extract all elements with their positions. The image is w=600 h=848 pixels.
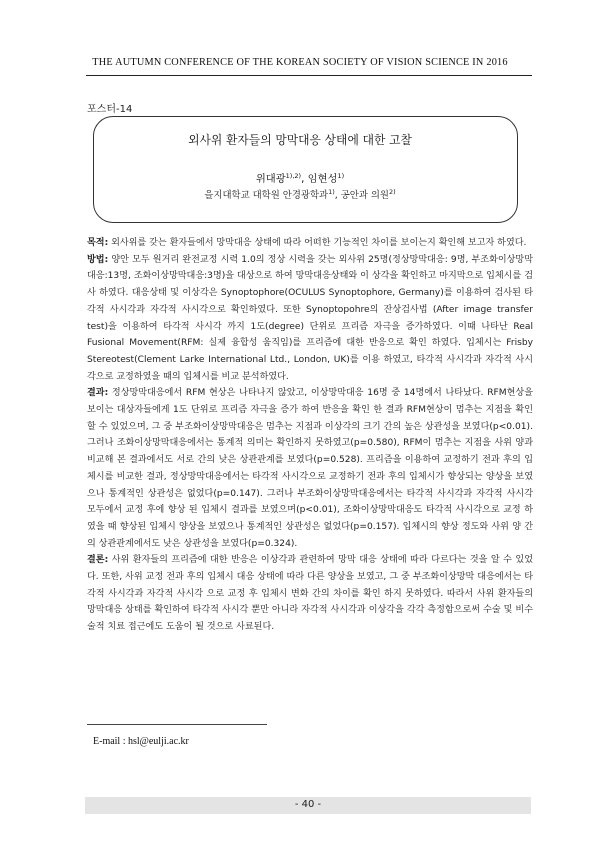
page-number: - 40 -: [294, 799, 322, 810]
abstract-body: [87, 235, 533, 636]
author-name: 위대광: [255, 173, 286, 185]
affiliation-mark: 1): [328, 188, 335, 196]
author-line: [0, 170, 600, 185]
conference-header: THE AUTUMN CONFERENCE OF THE KOREAN SOCIETY OF VISION SCIENCE IN 2016: [92, 57, 508, 68]
section-purpose: [87, 235, 533, 252]
section-text: 정상망막대응에서 RFM 현상은 나타나지 않았고, 이상망막대응 16명 중 14명에서 나타났다. RFM현상을 보이는 대상자들에게 1도 단위로 프리즘 자극을 증가 하여 반응을 확인 한 결과 RFM현상이 멈추는 지점을 확인 할 수 있었으며, 그 중 부조화이상망막대응은 멈추는 지점과 이상각의 크기 간의 높은 상관성을 보였다(p<0.01). 그러나 조화이상망막대응에서는 통계적 의미는 확인하지 못하였고(p=0.580), RFM이 멈추는 지점을 사위 양과 비교해 본 결과에서도 서로 간의 낮은 상관관계를 보였다(p=0.528). 프리즘을 이용하여 교정하기 전과 후의 입체시를 비교한 결과, 정상망막대응에서는 타각적 사시각으로 교정하기 전과 후의 입체시가 향상되는 양상을 보였으나 통계적인 상관성은 없었다(p=0.147). 그러나 부조화이상망막대응에서는 타각적 사시각과 자각적 사시각 모두에서 교정 후에 향상 된 입체시 결과를 보였으며(p<0.01), 조화이상망막대응도 타각적 사시각으로 교정 하였을 때 향상된 입체시 양상을 보였으나 통계적인 상관성은 없었다(p=0.157). 입체시의 향상 정도와 사위 양 간의 상관관계에서도 낮은 상관성을 보였다(p=0.324).: [87, 388, 533, 549]
author-name: 임현성: [307, 173, 338, 185]
author-separator: ,: [301, 173, 308, 185]
paper-title: 외사위 환자들의 망막대응 상태에 대한 고찰: [188, 133, 412, 147]
section-method: [87, 252, 533, 386]
section-label: 방법:: [87, 254, 109, 265]
author-affil-mark: 1),2): [285, 172, 302, 180]
affiliation-separator: ,: [334, 190, 341, 201]
section-label: 결과:: [87, 388, 109, 399]
affiliation-mark: 2): [388, 188, 396, 196]
header-rule: [86, 75, 532, 76]
section-text: 양안 모두 원거리 완전교정 시력 1.0의 정상 시력을 갖는 외사위 25명(정상망막대응: 9명, 부조화이상망막대응:13명, 조화이상망막대응:3명)을 대상으로 하여 망막대응상태와 이 상각을 확인하고 마지막으로 입체시를 검사 하였다. 대응상태 및 이상각은 Synoptophore(OCULUS Synoptophore, Germany)를 이용하여 검사된 타각적 사시각과 자각적 사시각으로 확인하였다. 또한 Synoptopohre의 잔상검사법 (After image transfer test)을 이용하여 타각적 사시각 까지 1도(degree) 단위로 프리즘 자극을 증가하였다. 이때 나타난 Real Fusional Movement(RFM: 실제 융합성 움직임)를 프리즘에 대한 반응으로 확인 하였다. 입체시는 Frisby Stereotest(Clement Larke International Ltd., London, UK)를 이용 하였고, 타각적 사시각과 자각적 사시각으로 교정하였을 때의 입체시를 비교 분석하였다.: [87, 254, 533, 382]
affiliation-name: 공안과 의원: [340, 190, 389, 201]
email-footnote: E-mail : hsl@eulji.ac.kr: [93, 736, 189, 747]
section-results: [87, 385, 533, 552]
poster-number: 포스터-14: [87, 104, 133, 115]
section-label: 결론:: [87, 555, 109, 566]
section-text: 사위 환자들의 프리즘에 대한 반응은 이상각과 관련하여 망막 대응 상태에 따라 다르다는 것을 알 수 있었다. 또한, 사위 교정 전과 후의 입체시 대응 상태에 따라 다른 양상을 보였고, 그 중 부조화이상망막 대응에서는 타각적 사시각과 자각적 사시각 으로 교정 후 입체시 변화 간의 차이를 확인 하지 못하였다. 따라서 사위 환자들의 망막대응 상태를 확인하여 타각적 사시각 뿐만 아니라 자각적 사시각과 이상각을 각각 측정함으로써 수술 및 비수술적 치료 접근에도 도움이 될 것으로 사료된다.: [87, 555, 533, 633]
affiliation-line: [0, 187, 600, 201]
author-affil-mark: 1): [337, 172, 345, 180]
section-conclusion: [87, 552, 533, 636]
footnote-rule: [87, 724, 267, 725]
section-text: 외사위를 갖는 환자들에서 망막대응 상태에 따라 어떠한 기능적인 차이를 보이는지 확인해 보고자 하였다.: [108, 238, 527, 248]
affiliation-name: 을지대학교 대학원 안경광학과: [204, 190, 329, 201]
section-label: 목적:: [87, 238, 109, 248]
